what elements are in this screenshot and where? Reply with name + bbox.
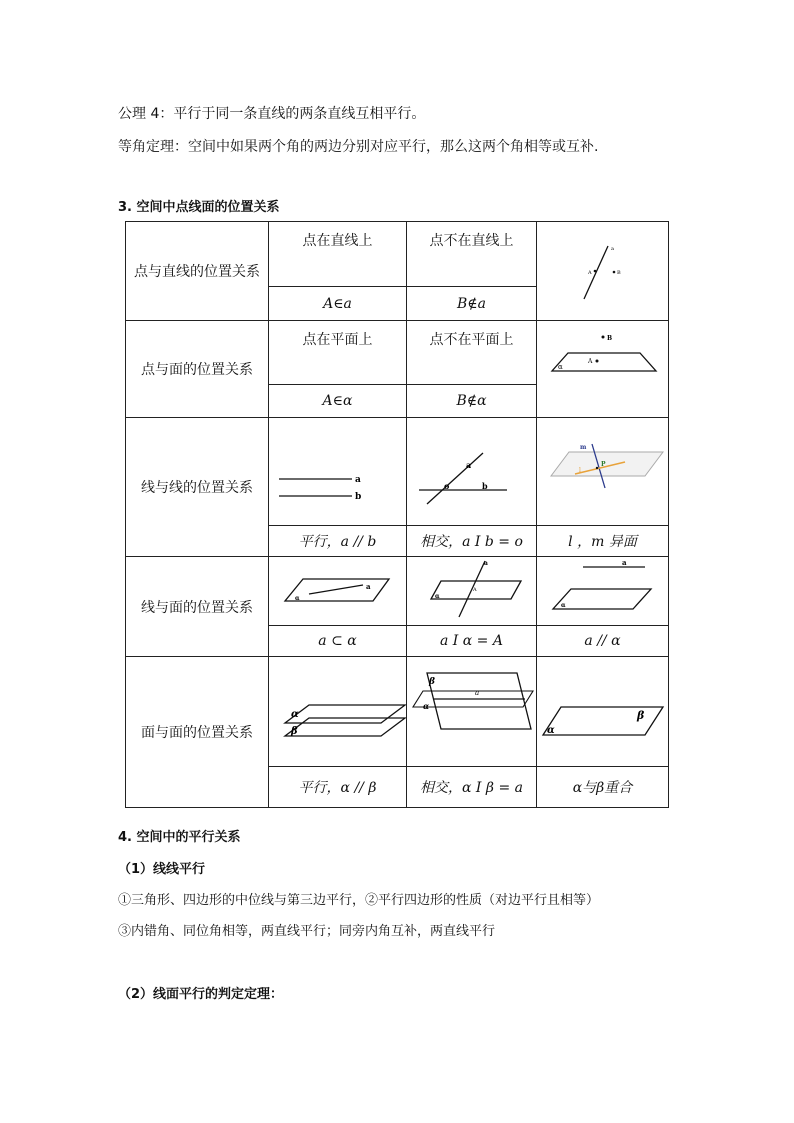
symbol-b-notin-a: B∉a [407,287,537,321]
fig-label: α [557,363,563,371]
symbol-b-notin-alpha: B∉α [407,385,537,418]
case-point-off-plane: 点不在平面上 [407,321,537,385]
fig-label: a [366,582,371,591]
fig-label: β [637,709,645,722]
section-4-title: 4. 空间中的平行关系 [118,830,241,845]
fig-label: B [616,270,621,276]
figure-parallel-lines [269,418,407,526]
figure-intersecting-lines [407,418,537,526]
axiom-4-text: 公理 4：平行于同一条直线的两条直线互相平行。 [118,106,426,122]
row-label-plane-plane: 面与面的位置关系 [126,657,269,808]
fig-label: a [475,689,480,697]
subsection-line-line-parallel: （1）线线平行 [118,862,206,877]
figure-skew-lines [537,418,669,526]
section-3-title: 3. 空间中点线面的位置关系 [118,200,280,215]
symbol-a-cap-b: 相交，a I b = o [407,526,537,557]
fig-label: α [561,602,566,609]
fig-label: m [580,444,587,451]
symbol-a-in-alpha: A∈α [269,385,407,418]
symbol-a-parallel-alpha: a // α [537,626,669,657]
subsection-line-plane-theorem: （2）线面平行的判定定理： [118,987,284,1002]
parallel-method-2: ③内错角、同位角相等，两直线平行；同旁内角互补，两直线平行 [118,924,496,939]
symbol-alpha-parallel-beta: 平行，α // β [269,767,407,808]
fig-label: α [295,595,300,602]
fig-label: α [435,593,440,600]
equal-angle-theorem-text: 等角定理：空间中如果两个角的两边分别对应平行，那么这两个角相等或互补. [118,139,599,155]
figure-line-in-plane [269,557,407,626]
figure-line-parallel-plane [537,557,669,626]
fig-label: B [606,335,612,342]
fig-label: α [547,725,555,736]
position-relation-table [125,221,669,808]
fig-label: o [444,481,450,491]
fig-label: P [601,461,606,468]
case-point-on-line: 点在直线上 [269,222,407,287]
symbol-l-m-skew: l ，m 异面 [537,526,669,557]
fig-label: β [291,726,298,737]
fig-label: a [622,558,627,567]
fig-label: A [473,587,477,593]
row-label-line-plane: 线与面的位置关系 [126,557,269,657]
parallel-method-1: ①三角形、四边形的中位线与第三边平行，②平行四边形的性质（对边平行且相等） [118,893,600,908]
fig-label: α [423,701,430,711]
symbol-a-subset-alpha: a ⊂ α [269,626,407,657]
figure-parallel-planes [269,657,407,767]
figure-intersecting-planes [407,657,537,767]
fig-label: b [355,492,362,502]
figure-point-line [537,222,669,321]
fig-label: A [587,270,592,276]
fig-label: l [579,467,581,474]
case-point-on-plane: 点在平面上 [269,321,407,385]
figure-coincident-planes [537,657,669,767]
symbol-alpha-coincide-beta: α与β重合 [537,767,669,808]
fig-label: a [484,560,488,567]
fig-label: A [587,358,592,365]
case-point-off-line: 点不在直线上 [407,222,537,287]
row-label-point-line: 点与直线的位置关系 [126,222,269,321]
symbol-a-cap-alpha: a I α = A [407,626,537,657]
fig-label: α [291,709,299,720]
symbol-alpha-cap-beta: 相交，α I β = a [407,767,537,808]
symbol-a-in-a: A∈a [269,287,407,321]
fig-label: a [355,475,361,485]
fig-label: β [429,677,435,687]
fig-label: b [482,481,488,491]
row-label-line-line: 线与线的位置关系 [126,418,269,557]
row-label-point-plane: 点与面的位置关系 [126,321,269,418]
symbol-a-parallel-b: 平行，a // b [269,526,407,557]
figure-line-cross-plane [407,557,537,626]
fig-label: a [610,246,614,252]
fig-label: a [466,460,472,470]
figure-point-plane [537,321,669,418]
